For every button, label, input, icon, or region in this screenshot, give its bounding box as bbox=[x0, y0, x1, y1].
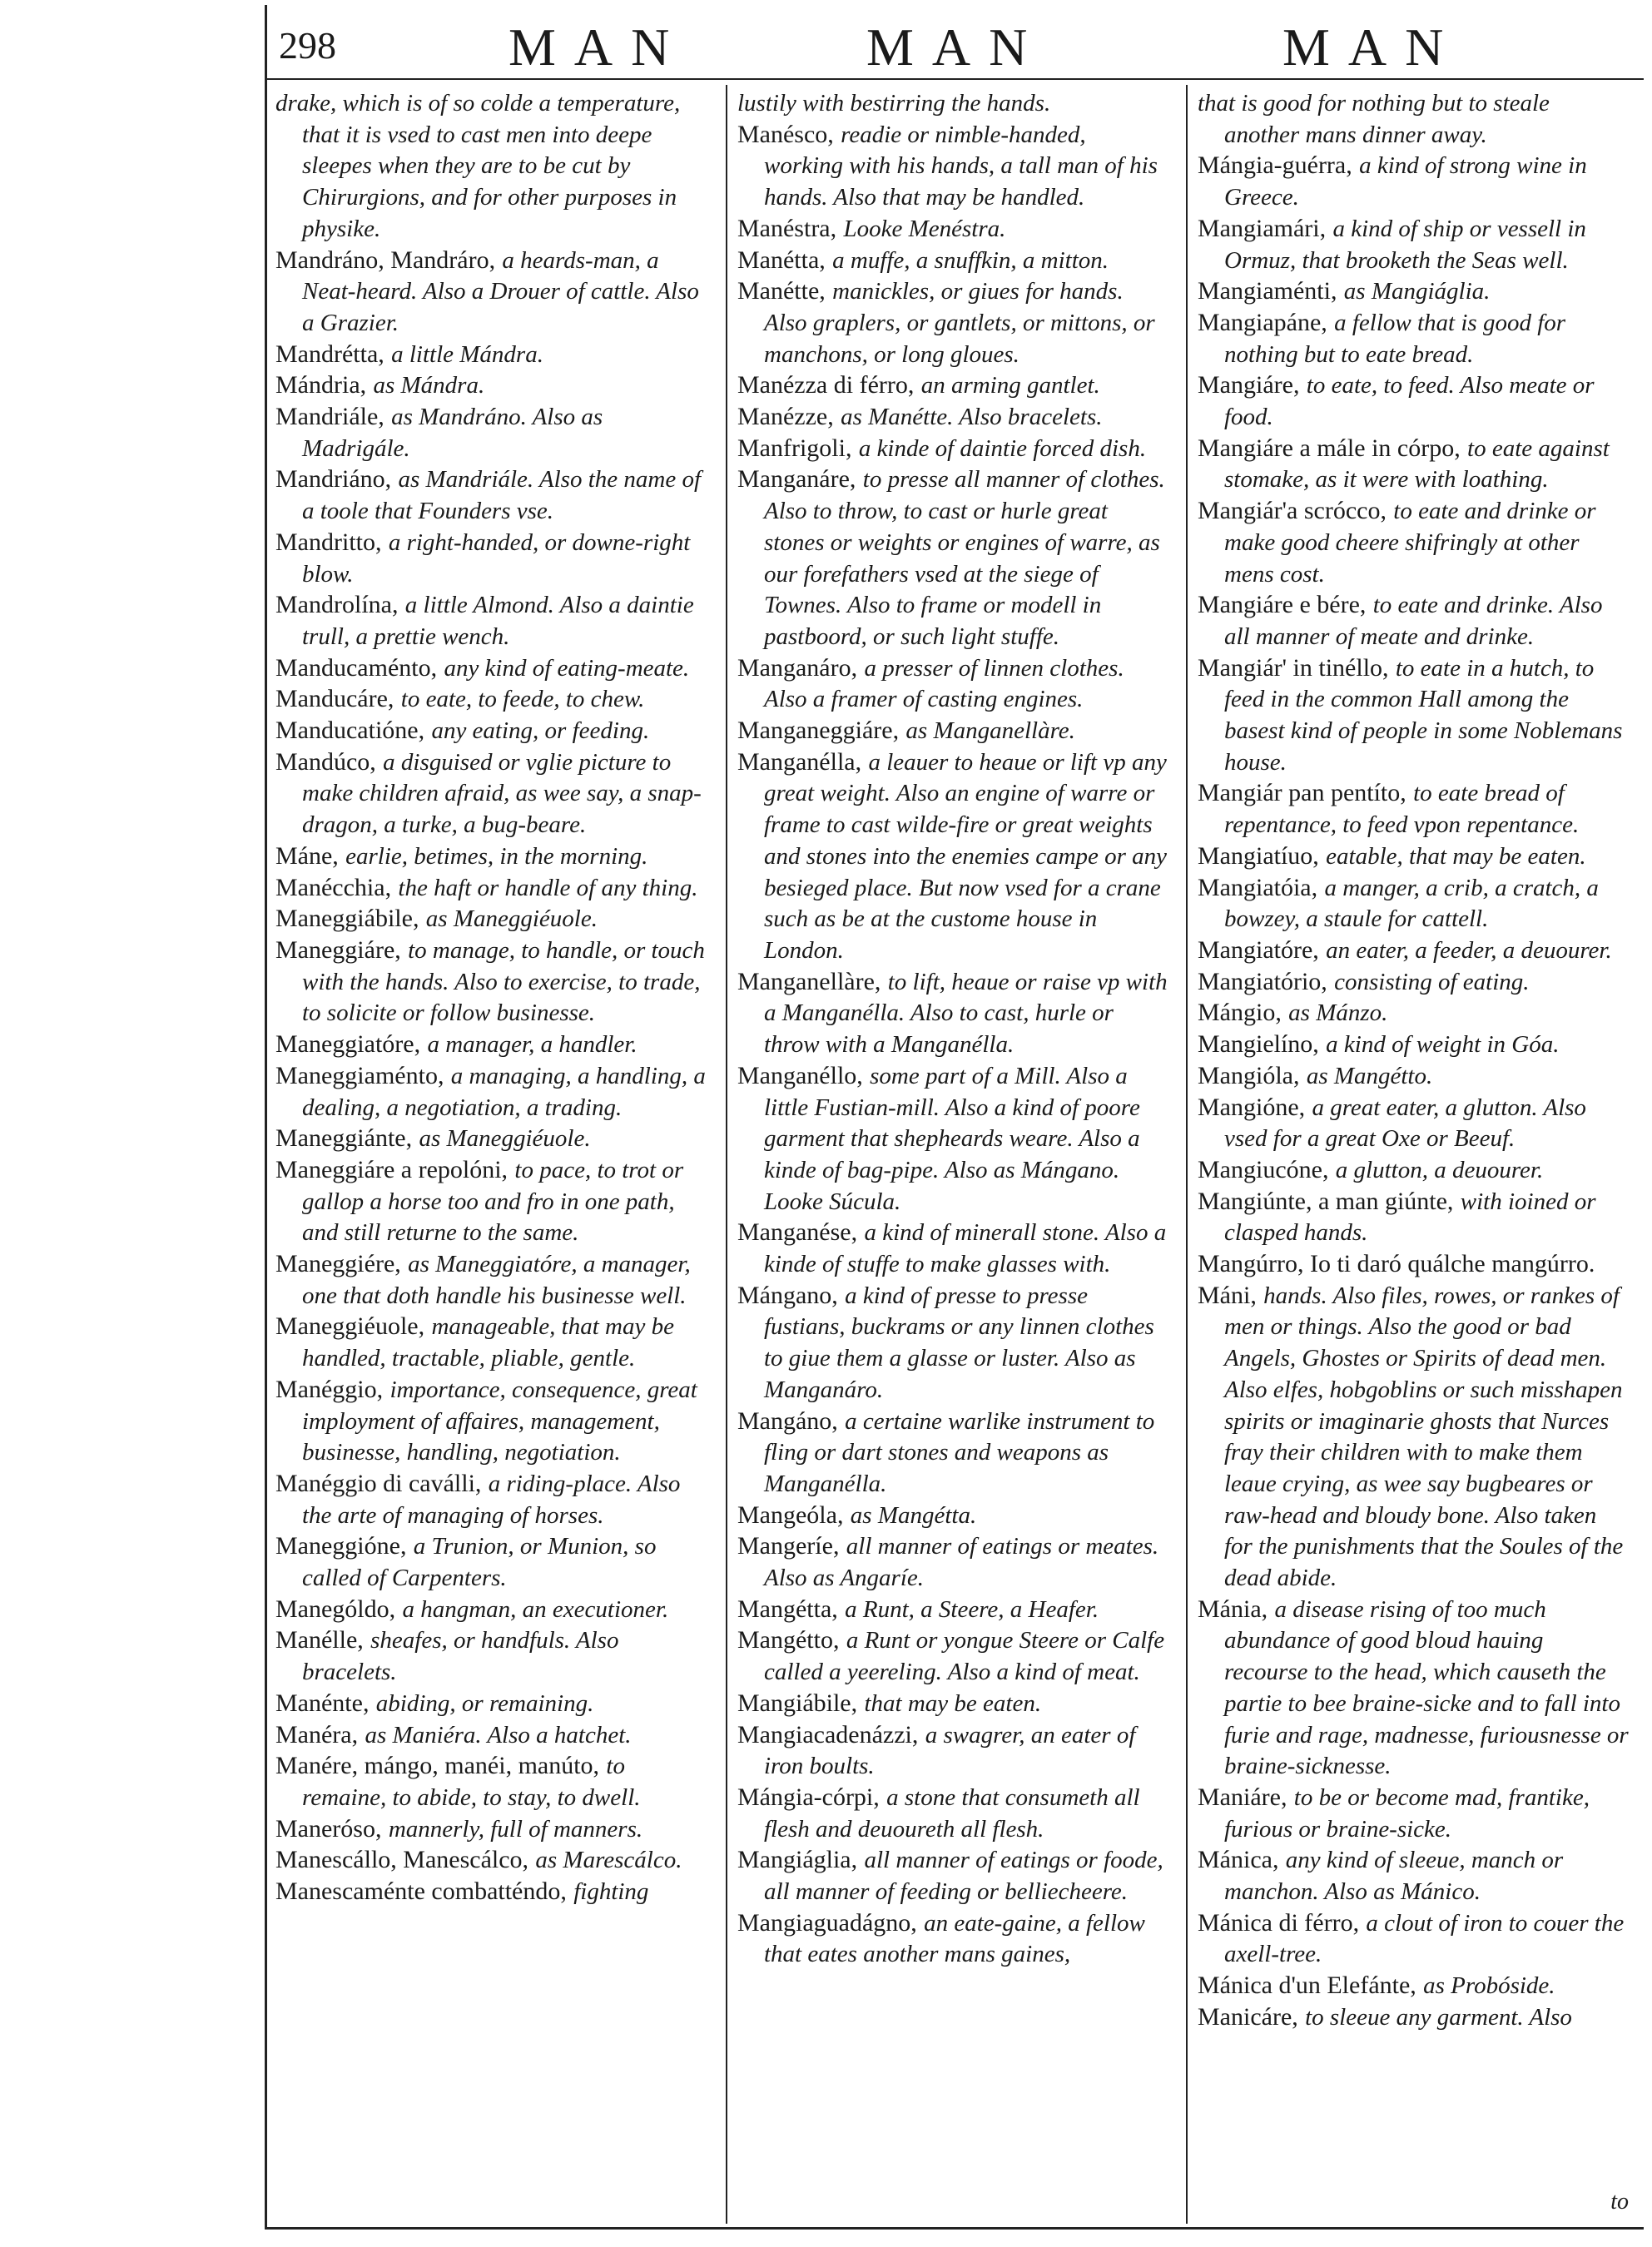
headword: Manéggio, bbox=[275, 1375, 384, 1403]
definition: importance, consequence, great imployment of affaires, management, businesse, handling, negotiation. bbox=[302, 1376, 697, 1466]
definition: to eate against stomake, as it were with loathing. bbox=[1224, 434, 1610, 494]
headword: Mangiáre e bére, bbox=[1198, 591, 1367, 619]
headword: Mandráno, Mandráro, bbox=[275, 246, 496, 274]
headword: Manétta, bbox=[737, 246, 826, 274]
definition: as Maneggiéuole. bbox=[419, 1125, 591, 1153]
headword: Mangétta, bbox=[737, 1595, 838, 1623]
dictionary-entry bbox=[1198, 935, 1630, 967]
headword: Mangiapáne, bbox=[1198, 308, 1327, 336]
definition: a Trunion, or Munion, so called of Carpenters. bbox=[302, 1533, 657, 1592]
definition: any kind of eating-meate. bbox=[444, 654, 690, 682]
headword: Maneggiaménto, bbox=[275, 1061, 444, 1089]
dictionary-entry bbox=[1198, 276, 1630, 308]
definition: to eate, to feede, to chew. bbox=[400, 686, 645, 713]
column-2 bbox=[737, 88, 1170, 1971]
dictionary-entry bbox=[275, 370, 708, 402]
dictionary-entry bbox=[737, 276, 1170, 370]
dictionary-entry bbox=[737, 1061, 1170, 1218]
headword: Mangióne, bbox=[1198, 1093, 1306, 1121]
headword: Mánia, bbox=[1198, 1595, 1268, 1623]
definition: any eating, or feeding. bbox=[431, 717, 650, 745]
dictionary-entry bbox=[275, 841, 708, 873]
headword: Manganellàre, bbox=[737, 967, 881, 995]
dictionary-entry bbox=[275, 653, 708, 685]
definition: a presser of linnen clothes. Also a framer of casting engines. bbox=[764, 654, 1124, 713]
headword: Manécchia, bbox=[275, 873, 392, 901]
headword: Manéstra, bbox=[737, 214, 837, 242]
definition: a kind of strong wine in Greece. bbox=[1224, 152, 1587, 211]
dictionary-entry bbox=[1198, 214, 1630, 276]
definition: as Mangiáglia. bbox=[1343, 278, 1491, 305]
running-head-left: MAN bbox=[508, 17, 688, 77]
headword: Manélle, bbox=[275, 1626, 364, 1654]
dictionary-entry bbox=[737, 1406, 1170, 1500]
dictionary-entry bbox=[1198, 967, 1630, 999]
definition: a kinde of daintie forced dish. bbox=[858, 434, 1147, 462]
definition: as Mánzo. bbox=[1288, 999, 1388, 1027]
definition: as Probóside. bbox=[1423, 1972, 1555, 2000]
dictionary-entry bbox=[275, 1375, 708, 1469]
dictionary-entry bbox=[1198, 370, 1630, 433]
page-header bbox=[267, 5, 1644, 80]
dictionary-entry bbox=[1198, 1971, 1630, 2002]
definition: an eater, a feeder, a deuourer. bbox=[1326, 936, 1612, 964]
dictionary-entry bbox=[275, 1751, 708, 1813]
dictionary-entry bbox=[275, 1312, 708, 1374]
definition: to be or become mad, frantike, furious or braine-sicke. bbox=[1224, 1783, 1590, 1843]
dictionary-entry bbox=[275, 747, 708, 841]
definition: as Mandráno. Also as Madrigále. bbox=[302, 404, 603, 462]
headword: Mangiár'a scrócco, bbox=[1198, 497, 1387, 525]
dictionary-entry bbox=[275, 1720, 708, 1752]
dictionary-entry bbox=[275, 246, 708, 340]
headword: Manézza di férro, bbox=[737, 371, 915, 399]
dictionary-entry bbox=[1198, 841, 1630, 873]
definition: a hangman, an executioner. bbox=[402, 1595, 669, 1623]
definition: mannerly, full of manners. bbox=[388, 1815, 643, 1843]
dictionary-entry bbox=[1198, 151, 1630, 213]
headword: Manególdo, bbox=[275, 1595, 396, 1623]
headword: Máni, bbox=[1198, 1281, 1257, 1309]
definition: eatable, that may be eaten. bbox=[1326, 842, 1586, 870]
headword: Manescállo, Manescálco, bbox=[275, 1846, 529, 1874]
headword: Maneggiéuole, bbox=[275, 1312, 425, 1341]
dictionary-entry bbox=[275, 340, 708, 371]
headword: Maneggiánte, bbox=[275, 1124, 413, 1153]
dictionary-entry bbox=[275, 1469, 708, 1531]
definition: a stone that consumeth all flesh and deuoureth all flesh. bbox=[764, 1783, 1140, 1843]
headword: Manicáre, bbox=[1198, 2002, 1298, 2031]
definition: drake, which is of so colde a temperature, that it is vsed to cast men into deepe sleepes when they are to be cut by Chirurgions, and for other purposes in physike. bbox=[275, 90, 681, 242]
headword: Maneggiábile, bbox=[275, 905, 419, 933]
dictionary-entry bbox=[1198, 1061, 1630, 1093]
headword: Mánica, bbox=[1198, 1846, 1279, 1874]
dictionary-entry bbox=[1198, 998, 1630, 1029]
definition: a leauer to heaue or lift vp any great weight. Also an engine of warre or frame to cast wilde-fire or great weights and stones into the enemies campe or any besieged place. But now vsed for a crane such as be at the custome house in London. bbox=[764, 748, 1168, 964]
headword: Mangiábile, bbox=[737, 1689, 858, 1717]
definition: to presse all manner of clothes. Also to throw, to cast or hurle great stones or weights or engines of warre, as our forefathers vsed at the siege of Townes. Also to frame or modell in pastboord, or such light stuffe. bbox=[764, 466, 1165, 650]
page-number: 298 bbox=[279, 24, 336, 67]
dictionary-entry bbox=[275, 684, 708, 716]
definition: a Runt or yongue Steere or Calfe called a yeereling. Also a kind of meat. bbox=[764, 1627, 1165, 1686]
headword: Mangáno, bbox=[737, 1406, 838, 1435]
headword: Mangétto, bbox=[737, 1626, 840, 1654]
definition: Looke Menéstra. bbox=[843, 215, 1006, 242]
dictionary-entry bbox=[1198, 1908, 1630, 1971]
headword: Manganéllo, bbox=[737, 1061, 863, 1089]
column-1 bbox=[275, 88, 708, 1908]
dictionary-entry bbox=[275, 464, 708, 527]
dictionary-entry bbox=[1198, 1187, 1630, 1249]
definition: as Maneggiatóre, a manager, one that doth handle his businesse well. bbox=[302, 1251, 691, 1309]
dictionary-entry bbox=[275, 1689, 708, 1720]
definition: as Manganellàre. bbox=[905, 717, 1075, 745]
headword: Mangiáre, bbox=[1198, 371, 1300, 399]
definition: a manger, a crib, a cratch, a bowzey, a staule for cattell. bbox=[1224, 874, 1599, 933]
definition: with ioined or clasped hands. bbox=[1224, 1188, 1596, 1247]
definition: to manage, to handle, or touch with the hands. Also to exercise, to trade, to solicite or follow businesse. bbox=[302, 936, 705, 1027]
definition: a kind of weight in Góa. bbox=[1326, 1031, 1560, 1059]
headword: Manganése, bbox=[737, 1218, 858, 1247]
dictionary-entry bbox=[275, 1625, 708, 1688]
headword: Maneggiáre a repolóni, bbox=[275, 1155, 508, 1183]
headword: Mandritto, bbox=[275, 528, 382, 556]
dictionary-entry bbox=[737, 214, 1170, 246]
definition: the haft or handle of any thing. bbox=[398, 874, 698, 901]
headword: Mangiamári, bbox=[1198, 214, 1327, 242]
headword: Mangiatóia, bbox=[1198, 873, 1318, 901]
headword: Mangiúnte, a man giúnte, bbox=[1198, 1187, 1454, 1215]
headword: Mangeríe, bbox=[737, 1532, 840, 1560]
dictionary-entry bbox=[1198, 1029, 1630, 1061]
column-rule bbox=[1186, 85, 1188, 2224]
headword: Maneróso, bbox=[275, 1814, 382, 1843]
headword: Manéggio di caválli, bbox=[275, 1469, 482, 1497]
headword: Mangiatíuo, bbox=[1198, 841, 1319, 870]
definition: a great eater, a glutton. Also vsed for a great Oxe or Beeuf. bbox=[1224, 1094, 1586, 1153]
definition: a right-handed, or downe-right blow. bbox=[302, 528, 691, 588]
headword: Mangiáglia, bbox=[737, 1846, 858, 1874]
headword: Mangeóla, bbox=[737, 1500, 844, 1529]
definition: a Runt, a Steere, a Heafer. bbox=[845, 1595, 1099, 1623]
dictionary-entry bbox=[737, 434, 1170, 465]
dictionary-entry bbox=[737, 88, 1170, 120]
dictionary-entry bbox=[1198, 308, 1630, 370]
dictionary-entry bbox=[737, 464, 1170, 652]
dictionary-entry bbox=[275, 528, 708, 590]
definition: a kind of presse to presse fustians, buckrams or any linnen clothes to giue them a glasse or luster. Also as Manganáro. bbox=[764, 1282, 1154, 1403]
headword: Mángio, bbox=[1198, 999, 1282, 1027]
headword: Manganélla, bbox=[737, 747, 862, 776]
dictionary-entry bbox=[275, 1845, 708, 1877]
headword: Manganáro, bbox=[737, 653, 858, 682]
definition: to sleeue any garment. Also bbox=[1305, 2003, 1572, 2031]
definition: a managing, a handling, a dealing, a negotiation, a trading. bbox=[302, 1062, 706, 1121]
definition: that may be eaten. bbox=[864, 1689, 1042, 1717]
headword: Maneggiatóre, bbox=[275, 1030, 421, 1059]
definition: a riding-place. Also the arte of managing of horses. bbox=[302, 1470, 681, 1529]
dictionary-entry bbox=[1198, 1845, 1630, 1907]
headword: Mandrétta, bbox=[275, 340, 384, 368]
headword: Mangiár pan pentíto, bbox=[1198, 779, 1406, 807]
definition: readie or nimble-handed, working with his hands, a tall man of his hands. Also that may be handled. bbox=[764, 121, 1158, 211]
definition: as Mándra. bbox=[373, 372, 485, 399]
definition: an arming gantlet. bbox=[920, 372, 1100, 399]
headword: Mangióla, bbox=[1198, 1061, 1300, 1089]
headword: Manganáre, bbox=[737, 465, 856, 494]
definition: all manner of eatings or foode, all manner of feeding or belliecheere. bbox=[764, 1847, 1163, 1906]
headword: Mandriáno, bbox=[275, 465, 392, 494]
running-head-right: MAN bbox=[1282, 17, 1462, 77]
headword: Mandriále, bbox=[275, 403, 384, 431]
definition: a little Mándra. bbox=[391, 340, 543, 368]
definition: to pace, to trot or gallop a horse too and fro in one path, and still returne to the same. bbox=[302, 1156, 684, 1247]
dictionary-entry bbox=[1198, 1155, 1630, 1187]
dictionary-entry bbox=[737, 370, 1170, 402]
definition: to lift, heaue or raise vp with a Manganélla. Also to cast, hurle or throw with a Manganélla. bbox=[764, 968, 1168, 1059]
dictionary-entry bbox=[275, 1814, 708, 1846]
dictionary-entry bbox=[737, 1783, 1170, 1845]
dictionary-entry bbox=[737, 1689, 1170, 1720]
headword: Manétte, bbox=[737, 277, 826, 305]
dictionary-entry bbox=[1198, 778, 1630, 841]
dictionary-entry bbox=[737, 967, 1170, 1061]
dictionary-entry bbox=[1198, 434, 1630, 496]
dictionary-entry bbox=[1198, 496, 1630, 590]
headword: Manescaménte combatténdo, bbox=[275, 1877, 567, 1906]
definition: a kind of minerall stone. Also a kinde of stuffe to make glasses with. bbox=[764, 1219, 1167, 1278]
headword: Mandúco, bbox=[275, 747, 376, 776]
dictionary-entry bbox=[1198, 873, 1630, 935]
headword: Mandrolína, bbox=[275, 591, 399, 619]
dictionary-entry bbox=[737, 1500, 1170, 1532]
dictionary-entry bbox=[275, 1155, 708, 1249]
definition: a glutton, a deuourer. bbox=[1335, 1156, 1544, 1183]
dictionary-entry bbox=[1198, 1595, 1630, 1783]
column-3 bbox=[1198, 88, 1630, 2034]
dictionary-entry bbox=[737, 1625, 1170, 1688]
definition: manageable, that may be handled, tractable, pliable, gentle. bbox=[302, 1313, 674, 1372]
headword: Maneggiáre, bbox=[275, 935, 401, 964]
dictionary-entry bbox=[275, 873, 708, 905]
definition: a clout of iron to couer the axell-tree. bbox=[1224, 1909, 1625, 1968]
headword: Mangiár' in tinéllo, bbox=[1198, 653, 1389, 682]
definition: to eate, to feed. Also meate or food. bbox=[1224, 372, 1595, 431]
headword: Manfrigoli, bbox=[737, 434, 852, 462]
headword: Máne, bbox=[275, 841, 339, 870]
dictionary-entry bbox=[1198, 653, 1630, 779]
dictionary-entry bbox=[275, 716, 708, 747]
dictionary-entry bbox=[737, 120, 1170, 214]
headword: Manénte, bbox=[275, 1689, 370, 1717]
headword: Mangiacadenázzi, bbox=[737, 1720, 919, 1748]
definition: hands. Also files, rowes, or rankes of men or things. Also the good or bad Angels, Ghostes or Spirits of dead men. Also elfes, hobgoblins or such misshapen spirits or imaginarie ghosts that Nurces fray their children with to make them leaue crying, as wee say bugbeares or raw-head and bloudy bone. Also taken for the punishments that the Soules of the dead abide. bbox=[1224, 1282, 1624, 1592]
definition: abiding, or remaining. bbox=[375, 1689, 594, 1717]
definition: as Mangétta. bbox=[850, 1501, 977, 1529]
headword: Mangielíno, bbox=[1198, 1030, 1319, 1059]
headword: Mangiucóne, bbox=[1198, 1155, 1329, 1183]
definition: a manager, a handler. bbox=[427, 1031, 637, 1059]
definition: to eate and drinke or make good cheere shifringly at other mens cost. bbox=[1224, 498, 1596, 588]
headword: Maneggiére, bbox=[275, 1250, 401, 1278]
definition: as Maneggiéuole. bbox=[425, 905, 598, 933]
definition: a disguised or vglie picture to make children afraid, as wee say, a snap-dragon, a turke, a bug-beare. bbox=[302, 748, 702, 839]
headword: Manére, mángo, manéi, manúto, bbox=[275, 1752, 600, 1780]
dictionary-entry bbox=[737, 1908, 1170, 1971]
definition: any kind of sleeue, manch or manchon. Also as Mánico. bbox=[1224, 1847, 1564, 1906]
headword: Manéra, bbox=[275, 1720, 359, 1748]
headword: Mángia-guérra, bbox=[1198, 151, 1352, 180]
dictionary-entry bbox=[275, 1029, 708, 1061]
headword: Mangiatório, bbox=[1198, 967, 1327, 995]
dictionary-page bbox=[265, 5, 1644, 2230]
definition: manickles, or giues for hands. Also graplers, or gantlets, or mittons, or manchons, or long gloues. bbox=[764, 278, 1155, 368]
headword: Manganeggiáre, bbox=[737, 717, 900, 745]
definition: as Marescálco. bbox=[535, 1847, 682, 1874]
definition: as Mandriále. Also the name of a toole that Founders vse. bbox=[302, 466, 702, 525]
dictionary-entry bbox=[1198, 1281, 1630, 1595]
headword: Mángano, bbox=[737, 1281, 838, 1309]
headword: Mángia-córpi, bbox=[737, 1783, 880, 1811]
headword: Mánica d'un Elefánte, bbox=[1198, 1972, 1416, 2000]
dictionary-entry bbox=[275, 1249, 708, 1312]
dictionary-entry bbox=[275, 590, 708, 652]
headword: Manésco, bbox=[737, 120, 834, 148]
definition: a little Almond. Also a daintie trull, a prettie wench. bbox=[302, 592, 694, 650]
column-rule bbox=[726, 85, 727, 2224]
headword: Maniáre, bbox=[1198, 1783, 1287, 1811]
dictionary-entry bbox=[737, 246, 1170, 277]
dictionary-entry bbox=[737, 1720, 1170, 1783]
definition: fighting bbox=[573, 1878, 649, 1906]
dictionary-entry bbox=[737, 1595, 1170, 1626]
definition: a muffe, a snuffkin, a mitton. bbox=[832, 246, 1109, 274]
definition: to eate bread of repentance, to feed vpon repentance. bbox=[1224, 780, 1580, 839]
definition: sheafes, or handfuls. Also bracelets. bbox=[302, 1627, 619, 1686]
dictionary-entry bbox=[275, 1124, 708, 1155]
definition: that is good for nothing but to steale another mans dinner away. bbox=[1198, 90, 1550, 148]
headword: Manducatióne, bbox=[275, 717, 425, 745]
running-head-center: MAN bbox=[866, 17, 1046, 77]
definition: earlie, betimes, in the morning. bbox=[345, 842, 648, 870]
headword: Mangiaguadágno, bbox=[737, 1908, 917, 1937]
dictionary-entry bbox=[275, 88, 708, 246]
definition: a kind of ship or vessell in Ormuz, that brooketh the Seas well. bbox=[1224, 215, 1586, 274]
dictionary-entry bbox=[275, 1531, 708, 1594]
dictionary-entry bbox=[275, 904, 708, 935]
dictionary-entry bbox=[737, 402, 1170, 434]
dictionary-entry bbox=[1198, 2002, 1630, 2034]
definition: as Mangétto. bbox=[1306, 1062, 1433, 1089]
headword: Mánica di férro, bbox=[1198, 1908, 1360, 1937]
dictionary-entry bbox=[737, 1845, 1170, 1907]
headword: Manducaménto, bbox=[275, 653, 438, 682]
catchword: to bbox=[1610, 2189, 1629, 2215]
definition: some part of a Mill. Also a little Fustian-mill. Also a kind of poore garment that shepheards weare. Also a kinde of bag-pipe. Also as Mángano. Looke Súcula. bbox=[764, 1062, 1140, 1215]
definition: all manner of eatings or meates. Also as Angaríe. bbox=[764, 1533, 1159, 1592]
dictionary-entry bbox=[1198, 88, 1630, 151]
dictionary-entry bbox=[737, 1281, 1170, 1406]
dictionary-entry bbox=[737, 1218, 1170, 1280]
definition: a certaine warlike instrument to fling or dart stones and weapons as Manganélla. bbox=[764, 1407, 1155, 1497]
dictionary-entry bbox=[275, 1061, 708, 1124]
dictionary-entry bbox=[737, 1531, 1170, 1594]
definition: to remaine, to abide, to stay, to dwell. bbox=[302, 1753, 641, 1811]
headword: Maneggióne, bbox=[275, 1532, 407, 1560]
definition: a fellow that is good for nothing but to eate bread. bbox=[1224, 309, 1566, 368]
dictionary-entry bbox=[275, 402, 708, 464]
headword: Mangiaménti, bbox=[1198, 277, 1337, 305]
headword: Mangúrro, Io ti daró quálche mangúrro. bbox=[1198, 1250, 1595, 1278]
dictionary-entry bbox=[1198, 590, 1630, 652]
definition: a heards-man, a Neat-heard. Also a Drouer of cattle. Also a Grazier. bbox=[302, 246, 699, 336]
definition: a swagrer, an eater of iron boults. bbox=[764, 1721, 1136, 1780]
headword: Manducáre, bbox=[275, 685, 394, 713]
dictionary-entry bbox=[737, 747, 1170, 967]
definition: to eate in a hutch, to feed in the common Hall among the basest kind of people in some Noblemans house. bbox=[1224, 654, 1623, 776]
definition: an eate-gaine, a fellow that eates another mans gaines, bbox=[764, 1909, 1145, 1968]
headword: Mangiáre a mále in córpo, bbox=[1198, 434, 1461, 462]
definition: as Maniéra. Also a hatchet. bbox=[365, 1721, 632, 1748]
headword: Mangiatóre, bbox=[1198, 935, 1319, 964]
dictionary-entry bbox=[1198, 1249, 1630, 1281]
dictionary-entry bbox=[275, 935, 708, 1029]
dictionary-entry bbox=[275, 1595, 708, 1626]
definition: as Manétte. Also bracelets. bbox=[841, 404, 1103, 431]
headword: Mándria, bbox=[275, 371, 367, 399]
definition: a disease rising of too much abundance of good bloud hauing recourse to the head, which causeth the partie to bee braine-sicke and to fall into furie and rage, madnesse, furiousnesse or braine-sicknesse. bbox=[1224, 1595, 1629, 1780]
definition: consisting of eating. bbox=[1334, 968, 1530, 995]
dictionary-entry bbox=[275, 1877, 708, 1908]
dictionary-entry bbox=[1198, 1783, 1630, 1845]
headword: Manézze, bbox=[737, 403, 834, 431]
definition: lustily with bestirring the hands. bbox=[737, 90, 1051, 117]
definition: to eate and drinke. Also all manner of meate and drinke. bbox=[1224, 592, 1603, 650]
dictionary-entry bbox=[737, 716, 1170, 747]
dictionary-entry bbox=[737, 653, 1170, 716]
dictionary-entry bbox=[1198, 1093, 1630, 1155]
